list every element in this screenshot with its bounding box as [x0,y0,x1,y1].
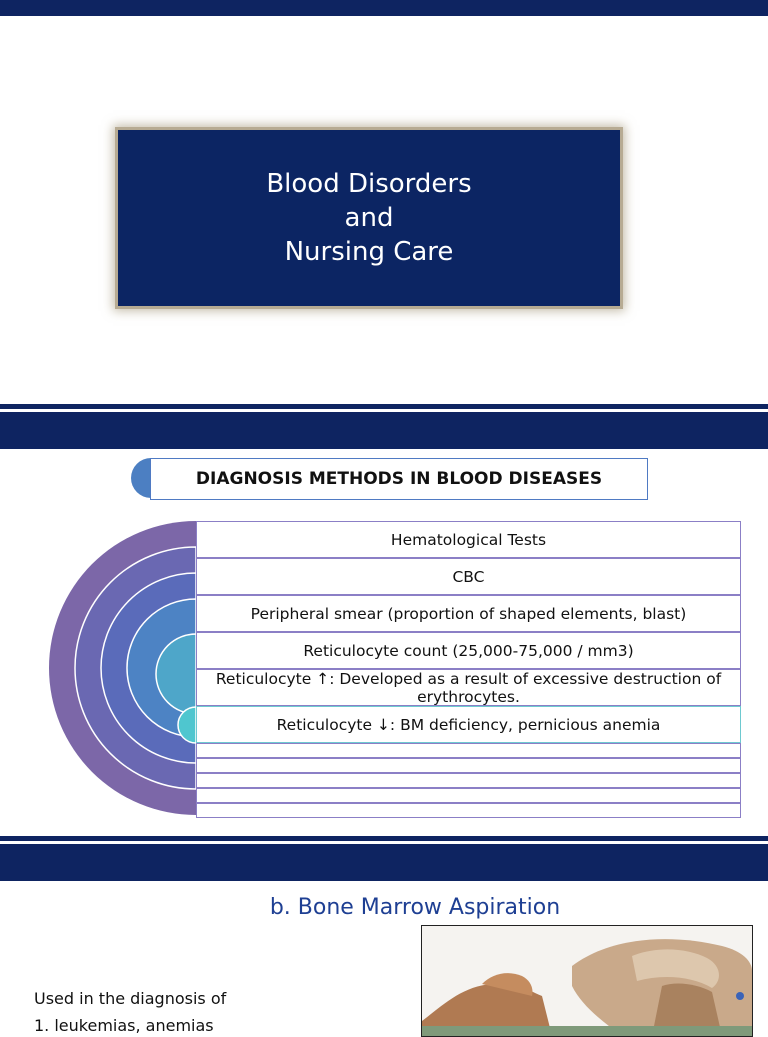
diagnosis-header: DIAGNOSIS METHODS IN BLOOD DISEASES [150,458,648,500]
list-spacer-row [196,758,741,773]
bone-marrow-body-line1: Used in the diagnosis of [34,989,227,1008]
bone-marrow-body-line2: 1. leukemias, anemias [34,1016,214,1035]
list-item-reticulocyte-count: Reticulocyte count (25,000-75,000 / mm3) [196,632,741,669]
list-spacer-row [196,773,741,788]
list-spacer-row [196,803,741,818]
separator-line [0,836,768,841]
list-spacer-row [196,743,741,758]
list-item-hematological-tests: Hematological Tests [196,521,741,558]
slide-band [0,844,768,881]
title-line-2: and [344,203,394,233]
title-line-3: Nursing Care [284,237,454,267]
title-line-1: Blood Disorders [266,169,472,199]
anatomy-illustration [422,926,752,1036]
bone-marrow-illustration [421,925,753,1037]
bone-marrow-title: b. Bone Marrow Aspiration [269,895,561,920]
list-item-peripheral-smear: Peripheral smear (proportion of shaped elements, blast) [196,595,741,632]
list-spacer-row [196,788,741,803]
list-item-cbc: CBC [196,558,741,595]
list-item-reticulocyte-down: Reticulocyte ↓: BM deficiency, pernicious anemia [196,706,741,743]
list-item-reticulocyte-up: Reticulocyte ↑: Developed as a result of excessive destruction of erythrocytes. [196,669,741,706]
